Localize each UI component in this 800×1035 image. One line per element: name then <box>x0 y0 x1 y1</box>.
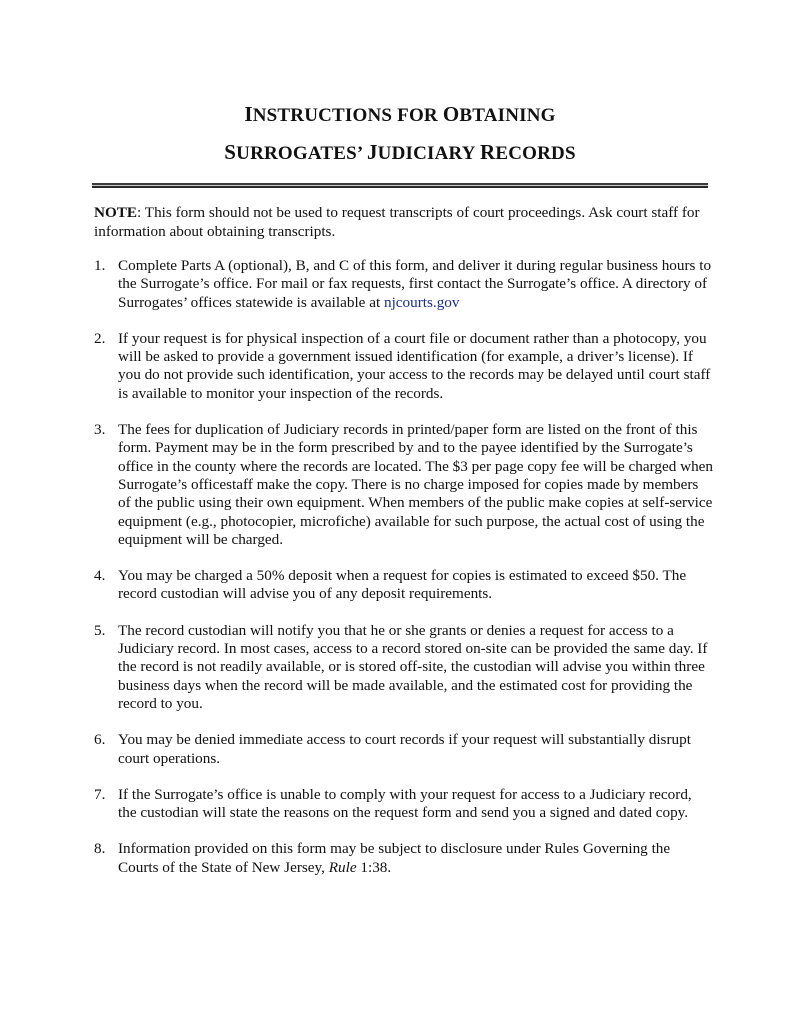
item-number: 7. <box>94 785 106 803</box>
note-paragraph <box>94 204 714 241</box>
title-word: URROGATES’ <box>236 143 367 164</box>
title-initial: J <box>366 140 378 164</box>
title-initial: O <box>442 102 460 126</box>
title-word: UDICIARY <box>377 143 480 164</box>
item-number: 1. <box>94 257 106 274</box>
divider-line <box>92 186 708 188</box>
item-text: If your request is for physical inspection of a court file or document rather than a photocopy, you will be asked to provide a government issued identification (for example, a driver’s license). If you do not provide such identification, your access to the records may be delayed until court staff is available to monitor your inspection of the records. <box>118 329 711 402</box>
title-word: NSTRUCTIONS FOR <box>252 105 443 126</box>
item-text: Information provided on this form may be subject to disclosure under Rules Governing the Courts of the State of New Jersey, Rule 1:38. <box>118 840 671 876</box>
list-item <box>94 330 714 403</box>
item-text: The record custodian will notify you that he or she grants or denies a request for access to a Judiciary record. In most cases, access to a record stored on-site can be provided the same day. If the record is not readily available, or is stored off-site, the custodian will advise you within three business days when the record will be made available, and the estimated cost for providing the record to you. <box>118 621 708 712</box>
item-text: If the Surrogate’s office is unable to comply with your request for access to a Judiciary record, the custodian will state the reasons on the request form and send you a signed and dated copy. <box>118 785 692 822</box>
title-initial: S <box>224 140 237 164</box>
item-text: The fees for duplication of Judiciary records in printed/paper form are listed on the front of this form. Payment may be in the form prescribed by and to the payee identified by the Surrogate’s office in the county where the records are located. The $3 per page copy fee will be charged when Surrogate’s officestaff make the copy. There is no charge imposed for copies made by members of the public using their own equipment. When members of the public make copies at self-service equipment (e.g., photocopier, microfiche) available for such purpose, the actual cost of using the equipment will be charged. <box>118 421 714 548</box>
item-number: 6. <box>94 731 106 749</box>
title-word: ECORDS <box>495 143 576 164</box>
document-title <box>0 96 800 172</box>
list-item <box>94 421 714 549</box>
instructions-list <box>94 257 714 895</box>
list-item <box>94 840 714 877</box>
rule-italic: Rule <box>328 858 357 876</box>
item-number: 3. <box>94 421 106 439</box>
note-label: NOTE <box>94 204 138 221</box>
item-number: 2. <box>94 329 106 347</box>
njcourts-link[interactable]: njcourts.gov <box>383 293 460 311</box>
title-line-2 <box>0 134 800 172</box>
item-number: 8. <box>94 840 106 858</box>
item-number: 4. <box>94 567 106 585</box>
list-item <box>94 257 714 312</box>
list-item <box>94 731 714 768</box>
list-item <box>94 786 714 823</box>
item-text: Complete Parts A (optional), B, and C of this form, and deliver it during regular business hours to the Surrogate’s office. For mail or fax requests, first contact the Surrogate’s office. A directory of Surrogates’ offices statewide is available at njcourts.gov <box>118 257 712 311</box>
title-line-1 <box>0 96 800 134</box>
note-text: : This form should not be used to request transcripts of court proceedings. Ask court staff for information about obtaining transcripts. <box>94 204 700 240</box>
list-item <box>94 622 714 713</box>
title-divider <box>92 183 708 189</box>
title-word: BTAINING <box>459 105 556 126</box>
title-initial: I <box>244 102 253 126</box>
item-text: You may be charged a 50% deposit when a request for copies is estimated to exceed $50. The record custodian will advise you of any deposit requirements. <box>118 567 687 603</box>
list-item <box>94 567 714 604</box>
item-number: 5. <box>94 621 106 639</box>
title-initial: R <box>479 140 496 164</box>
item-text: You may be denied immediate access to court records if your request will substantially disrupt court operations. <box>118 731 691 767</box>
